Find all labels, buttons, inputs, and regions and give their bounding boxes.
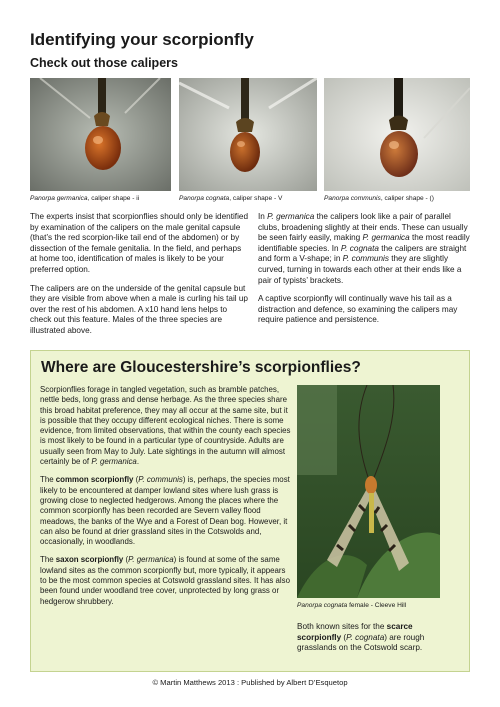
- cognata-female-photo: [297, 385, 440, 598]
- cognata-caption-shape: , caliper shape - V: [229, 195, 283, 202]
- right-paragraph-2: A captive scorpionfly will continually wave his tail as a distraction and defence, so examining the calipers may require patience and persistence.: [258, 294, 458, 325]
- cognata-caption: [179, 195, 282, 202]
- cognata-photo: [179, 78, 317, 191]
- communis-photo: [324, 78, 470, 191]
- germanica-caption-shape: , caliper shape - ii: [87, 195, 140, 202]
- cognata-female-caption: Panorpa cognata female - Cleeve Hill: [297, 602, 407, 609]
- page-footer: © Martin Matthews 2013 : Published by Albert D’Esquetop: [152, 678, 348, 687]
- right-paragraph-1: In P. germanica the calipers look like a pair of parallel clubs, broadening slightly at their ends. These can usually be seen fairly easily, making P. germanica the most readily identifiable species. In P. cognata the calipers are straight and form a V-shape; in P. communis they are slightly curved, turning in towards each other at their ends like a pair of typists’ brackets.: [258, 212, 470, 285]
- page-title: Identifying your scorpionfly: [30, 30, 254, 49]
- box-title: Where are Gloucestershire’s scorpionflies?: [41, 359, 361, 376]
- distribution-box: [30, 350, 470, 672]
- cognata-caption-species: Panorpa cognata: [179, 195, 230, 202]
- scarce-scorpionfly-note: Both known sites for the scarce scorpionfly (P. cognata) are rough grasslands on the Cotswold scarp.: [297, 622, 425, 653]
- communis-caption-shape: , caliper shape - (): [380, 195, 434, 202]
- box-paragraph-1: Scorpionflies forage in tangled vegetation, such as bramble patches, nettle beds, long grass and dense herbage. As the three species share this broad habitat preference, they may all occur at the same site, but it is possible that they occupy different ecological niches. There is some evidence, from limited observations, that within the county each species is most likely to be found in a particular type of countryside. Adults are usually seen from May to July. Late sightings in the autumn will almost certainly be of P. germanica.: [40, 385, 291, 467]
- germanica-caption: [30, 195, 139, 202]
- box-paragraph-3: The saxon scorpionfly (P. germanica) is found at some of the same lowland sites as the common scorpionfly but, more typically, it appears to be the most common species at Cotswold grassland sites. It has also been found under woodland tree cover, unprotected by long grass or hedgerow shrubbery.: [40, 555, 290, 606]
- communis-caption: [324, 195, 434, 202]
- page-subtitle: Check out those calipers: [30, 56, 178, 70]
- box-text-column: [40, 385, 293, 615]
- left-paragraph-1: The experts insist that scorpionflies should only be identified by examination of the calipers on the male genital capsule (that’s the red scorpion-like tail end of the abdomen) or by dissection of the female genitalia. In the field, and perhaps at home too, identification of males is likely to be your preferred option.: [30, 212, 249, 274]
- box-paragraph-2: The common scorpionfly (P. communis) is, perhaps, the species most likely to be encountered at damper lowland sites where lush grass is growing close to neglected hedgerows. Among the places where the common scorpionfly has been recorded are Severn valley flood meadows, the banks of the Wye and a Forest of Dean bog. However, it can also be found at drier grassland sites in the Cotswolds and, occasionally, in woodlands.: [40, 475, 290, 547]
- left-text-column: [30, 212, 248, 345]
- germanica-photo: [30, 78, 171, 191]
- communis-caption-species: Panorpa communis: [324, 195, 381, 202]
- germanica-caption-species: Panorpa germanica: [30, 195, 88, 202]
- right-text-column: [258, 212, 470, 334]
- left-paragraph-2: The calipers are on the underside of the genital capsule but they are visible from above when a male is curling his tail up over the rest of his abdomen. A x10 hand lens helps to check out this feature. Males of the three species are illustrated above.: [30, 283, 248, 335]
